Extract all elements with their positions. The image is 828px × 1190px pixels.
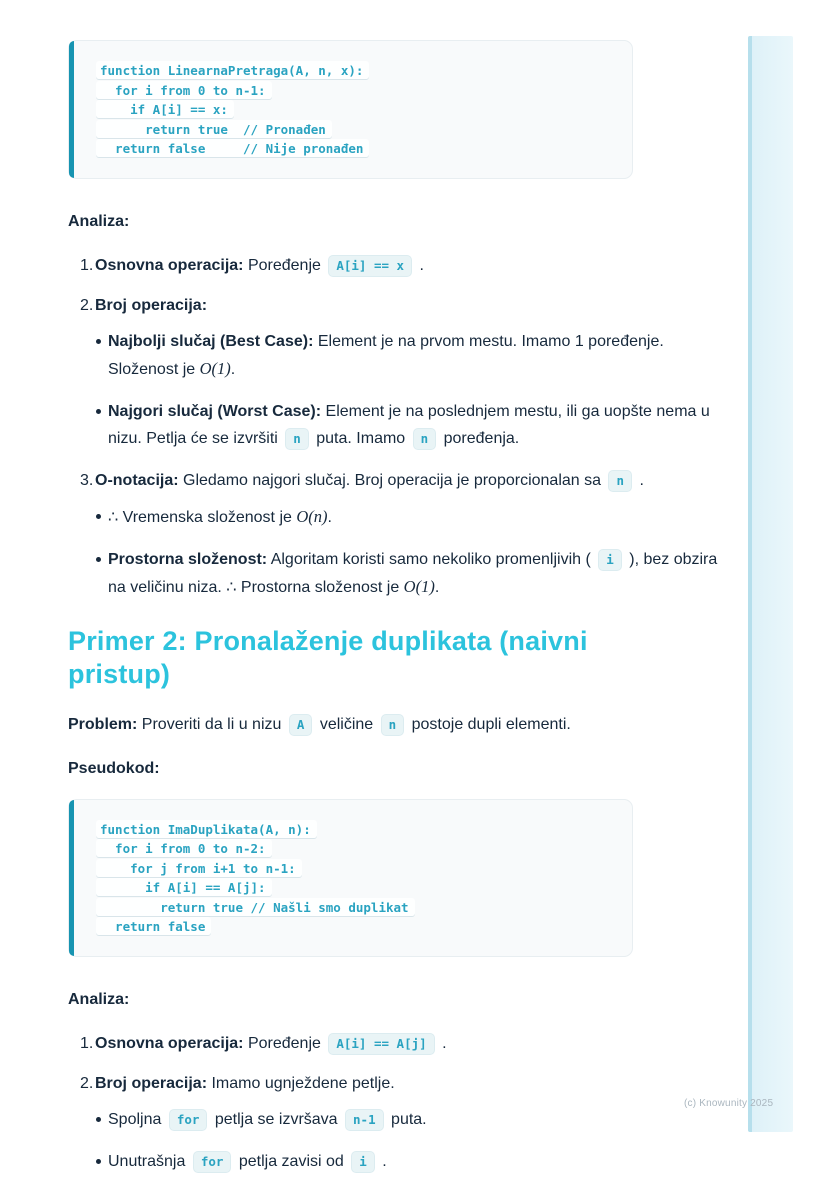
page-highlight-bar	[748, 36, 793, 1132]
inline-code-chip: n	[608, 470, 632, 492]
list-item-text	[95, 297, 207, 314]
text-run: Gledamo najgori slučaj. Broj operacija je proporcionalan sa	[178, 471, 606, 489]
list-number: 2.	[80, 1074, 94, 1092]
document-content	[68, 40, 728, 1190]
inline-code-chip: for	[169, 1109, 208, 1131]
list-item-text	[95, 1075, 395, 1092]
code-line	[96, 81, 616, 101]
paragraph	[68, 208, 728, 235]
inline-code-chip: i	[598, 549, 622, 571]
list-item-text	[95, 257, 424, 274]
text-run: poređenja.	[439, 429, 520, 447]
text-run: Imamo ugnježdene petlje.	[207, 1074, 395, 1092]
section-heading: Primer 2: Pronalaženje duplikata (naivni pristup)	[68, 625, 588, 689]
code-line	[96, 859, 616, 879]
bullet-icon	[96, 1117, 101, 1122]
bullet-text	[108, 551, 717, 596]
code-line	[96, 100, 616, 120]
code-line-text: return false // Nije pronađen	[96, 139, 369, 157]
bold-text: Prostorna složenost:	[108, 550, 268, 568]
bullet-text	[108, 1153, 387, 1170]
text-run: Poređenje	[243, 1034, 326, 1052]
text-run: .	[635, 471, 644, 489]
bullet-text	[108, 403, 710, 447]
text-run: .	[327, 508, 332, 526]
ordered-list	[68, 1030, 728, 1175]
text-run: Element je na poslednjem mestu, ili ga uopšte nema u nizu. Petlja će se izvršiti	[108, 402, 710, 447]
math-expression: O(1)	[403, 576, 435, 596]
bullet-text	[108, 506, 332, 526]
text-run: puta.	[386, 1110, 427, 1128]
bullet-icon	[96, 1159, 101, 1164]
code-line	[96, 820, 616, 840]
bullet-item	[95, 1106, 728, 1133]
inline-code-chip: A[i] == A[j]	[328, 1033, 434, 1055]
list-item	[68, 1030, 728, 1057]
bold-text: Analiza:	[68, 212, 130, 230]
code-line-text: return true // Pronađen	[96, 120, 332, 138]
code-line	[96, 120, 616, 140]
code-line-text: function ImaDuplikata(A, n):	[96, 820, 317, 838]
list-item	[68, 467, 728, 601]
inline-code-chip: n	[413, 428, 437, 450]
text-run: .	[415, 256, 424, 274]
text-run: petlja zavisi od	[234, 1152, 349, 1170]
ordered-list	[68, 252, 728, 601]
bold-text: Osnovna operacija:	[95, 1034, 244, 1052]
inline-code-chip: A[i] == x	[328, 255, 412, 277]
inline-code-chip: n-1	[345, 1109, 384, 1131]
code-line-text: for j from i+1 to n-1:	[96, 859, 302, 877]
text-run: Unutrašnja	[108, 1152, 190, 1170]
code-line-text: if A[i] == A[j]:	[96, 878, 272, 896]
text-run: .	[437, 1034, 447, 1052]
code-line-text: for i from 0 to n-2:	[96, 839, 272, 857]
text-run: Poređenje	[243, 256, 326, 274]
text-run: Element je na prvom mestu. Imamo 1 poređenje. Složenost je	[108, 332, 664, 378]
code-line	[96, 61, 616, 81]
code-line	[96, 898, 616, 918]
code-block	[68, 40, 633, 179]
list-number: 3.	[80, 471, 94, 489]
bold-text: Najgori slučaj (Worst Case):	[108, 402, 322, 420]
bold-text: Broj operacija:	[95, 1074, 208, 1092]
text-run: .	[230, 360, 236, 378]
code-line-text: if A[i] == x:	[96, 100, 234, 118]
inline-code-chip: A	[289, 714, 313, 736]
text-run: Spoljna	[108, 1110, 166, 1128]
code-line	[96, 139, 616, 159]
bold-text: Problem:	[68, 715, 138, 733]
text-run: petlja se izvršava	[210, 1110, 343, 1128]
bullet-list	[95, 328, 728, 452]
bullet-item	[95, 546, 728, 601]
bold-text: Osnovna operacija:	[95, 256, 244, 274]
text-run: veličine	[315, 715, 378, 733]
code-line	[96, 878, 616, 898]
bullet-list	[95, 503, 728, 601]
list-item-text	[95, 1035, 447, 1052]
bullet-item	[95, 503, 728, 531]
code-line-text: return false	[96, 917, 211, 935]
bullet-item	[95, 1148, 728, 1175]
inline-code-chip: n	[285, 428, 309, 450]
text-run: ), bez obzira na veličinu niza. ∴ Prostorna složenost je	[108, 550, 718, 596]
bullet-text	[108, 1111, 427, 1128]
list-item	[68, 1070, 728, 1175]
text-run: .	[377, 1152, 387, 1170]
bullet-icon	[96, 514, 101, 519]
paragraph	[68, 711, 728, 738]
code-line-text: return true // Našli smo duplikat	[96, 898, 415, 916]
inline-code-chip: i	[351, 1151, 375, 1173]
list-item-text	[95, 472, 644, 489]
math-expression: O(n)	[296, 506, 328, 526]
bullet-list	[95, 1106, 728, 1175]
bold-text: Broj operacija:	[95, 296, 208, 314]
list-number: 2.	[80, 296, 94, 314]
inline-code-chip: for	[193, 1151, 232, 1173]
code-block	[68, 799, 633, 957]
code-line	[96, 917, 616, 937]
bullet-icon	[96, 339, 101, 344]
list-number: 1.	[80, 1034, 94, 1052]
bullet-icon	[96, 557, 101, 562]
code-line	[96, 839, 616, 859]
code-line-text: function LinearnaPretraga(A, n, x):	[96, 61, 369, 79]
list-number: 1.	[80, 256, 94, 274]
inline-code-chip: n	[381, 714, 405, 736]
list-item	[68, 252, 728, 279]
text-run: postoje dupli elementi.	[407, 715, 571, 733]
paragraph	[68, 755, 728, 782]
bullet-item	[95, 398, 728, 452]
bold-text: Najbolji slučaj (Best Case):	[108, 332, 314, 350]
math-expression: O(1)	[199, 358, 231, 378]
list-item	[68, 292, 728, 452]
paragraph	[68, 986, 728, 1013]
text-run: Proveriti da li u nizu	[137, 715, 286, 733]
watermark: (c) Knowunity 2025	[684, 1098, 774, 1109]
bullet-item	[95, 328, 728, 383]
code-line-text: for i from 0 to n-1:	[96, 81, 272, 99]
text-run: Algoritam koristi samo nekoliko promenljivih (	[267, 550, 596, 568]
text-run: puta. Imamo	[311, 429, 410, 447]
bold-text: Analiza:	[68, 990, 130, 1008]
text-run: .	[434, 578, 440, 596]
bullet-icon	[96, 409, 101, 414]
bold-text: O-notacija:	[95, 471, 179, 489]
text-run: ∴ Vremenska složenost je	[108, 508, 297, 526]
bold-text: Pseudokod:	[68, 759, 160, 777]
bullet-text	[108, 333, 664, 378]
